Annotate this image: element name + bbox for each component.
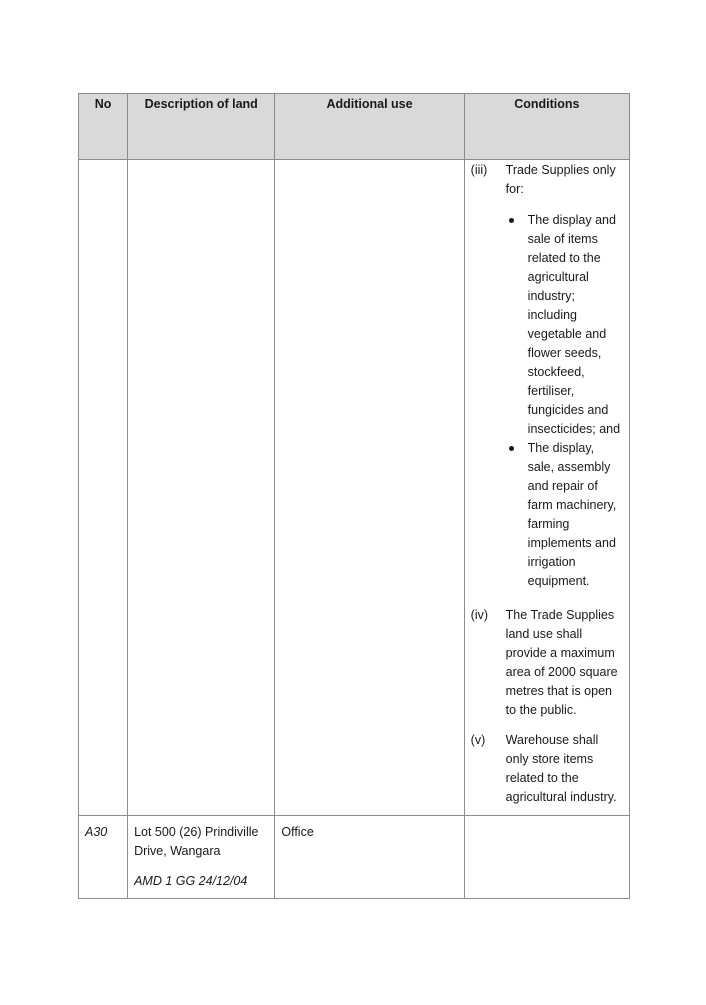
condition-v <box>471 731 623 807</box>
land-description: Lot 500 (26) Prindiville Drive, Wangara <box>134 825 259 858</box>
table-row-a30 <box>79 816 630 899</box>
bullet-item <box>506 211 623 439</box>
row-number: A30 <box>85 825 108 839</box>
additional-uses-table <box>78 93 630 899</box>
amendment-reference: AMD 1 GG 24/12/04 <box>134 874 248 888</box>
cell-additional-use <box>275 816 464 899</box>
cell-conditions-empty <box>464 816 629 899</box>
table-header-row <box>79 94 630 160</box>
bullet-text: The display and sale of items related to the agricultural industry; including vegetable and flower seeds, stockfeed, fertiliser, fungicides and insecticides; and <box>527 213 621 436</box>
cell-no <box>79 816 128 899</box>
condition-text: Warehouse shall only store items related to the agricultural industry. <box>505 733 617 804</box>
bullet-item <box>506 439 623 591</box>
bullet-dot-icon <box>506 211 528 439</box>
bullet-text: The display, sale, assembly and repair of farm machinery, farming implements and irrigation equipment. <box>527 441 617 588</box>
condition-number: (iii) <box>470 163 488 177</box>
cell-description-empty <box>128 160 275 816</box>
cell-description <box>128 816 275 899</box>
conditions-value <box>465 816 629 830</box>
condition-iv <box>471 606 623 720</box>
header-additional-use: Additional use <box>275 94 464 160</box>
header-conditions: Conditions <box>464 94 629 160</box>
condition-text: The Trade Supplies land use shall provide a maximum area of 2000 square metres that is open to the public. <box>505 608 618 717</box>
cell-conditions <box>464 160 629 816</box>
condition-text: Trade Supplies only for: <box>505 163 616 196</box>
cell-additional-use-empty <box>275 160 464 816</box>
header-description: Description of land <box>128 94 275 160</box>
bullet-list <box>506 211 623 591</box>
bullet-dot-icon <box>506 439 528 591</box>
condition-number: (v) <box>470 733 486 747</box>
table-row-continued <box>79 160 630 816</box>
cell-no-empty <box>79 160 128 816</box>
condition-iii <box>471 161 623 591</box>
header-no: No <box>79 94 128 160</box>
additional-use-value: Office <box>281 825 314 839</box>
condition-number: (iv) <box>470 608 489 622</box>
